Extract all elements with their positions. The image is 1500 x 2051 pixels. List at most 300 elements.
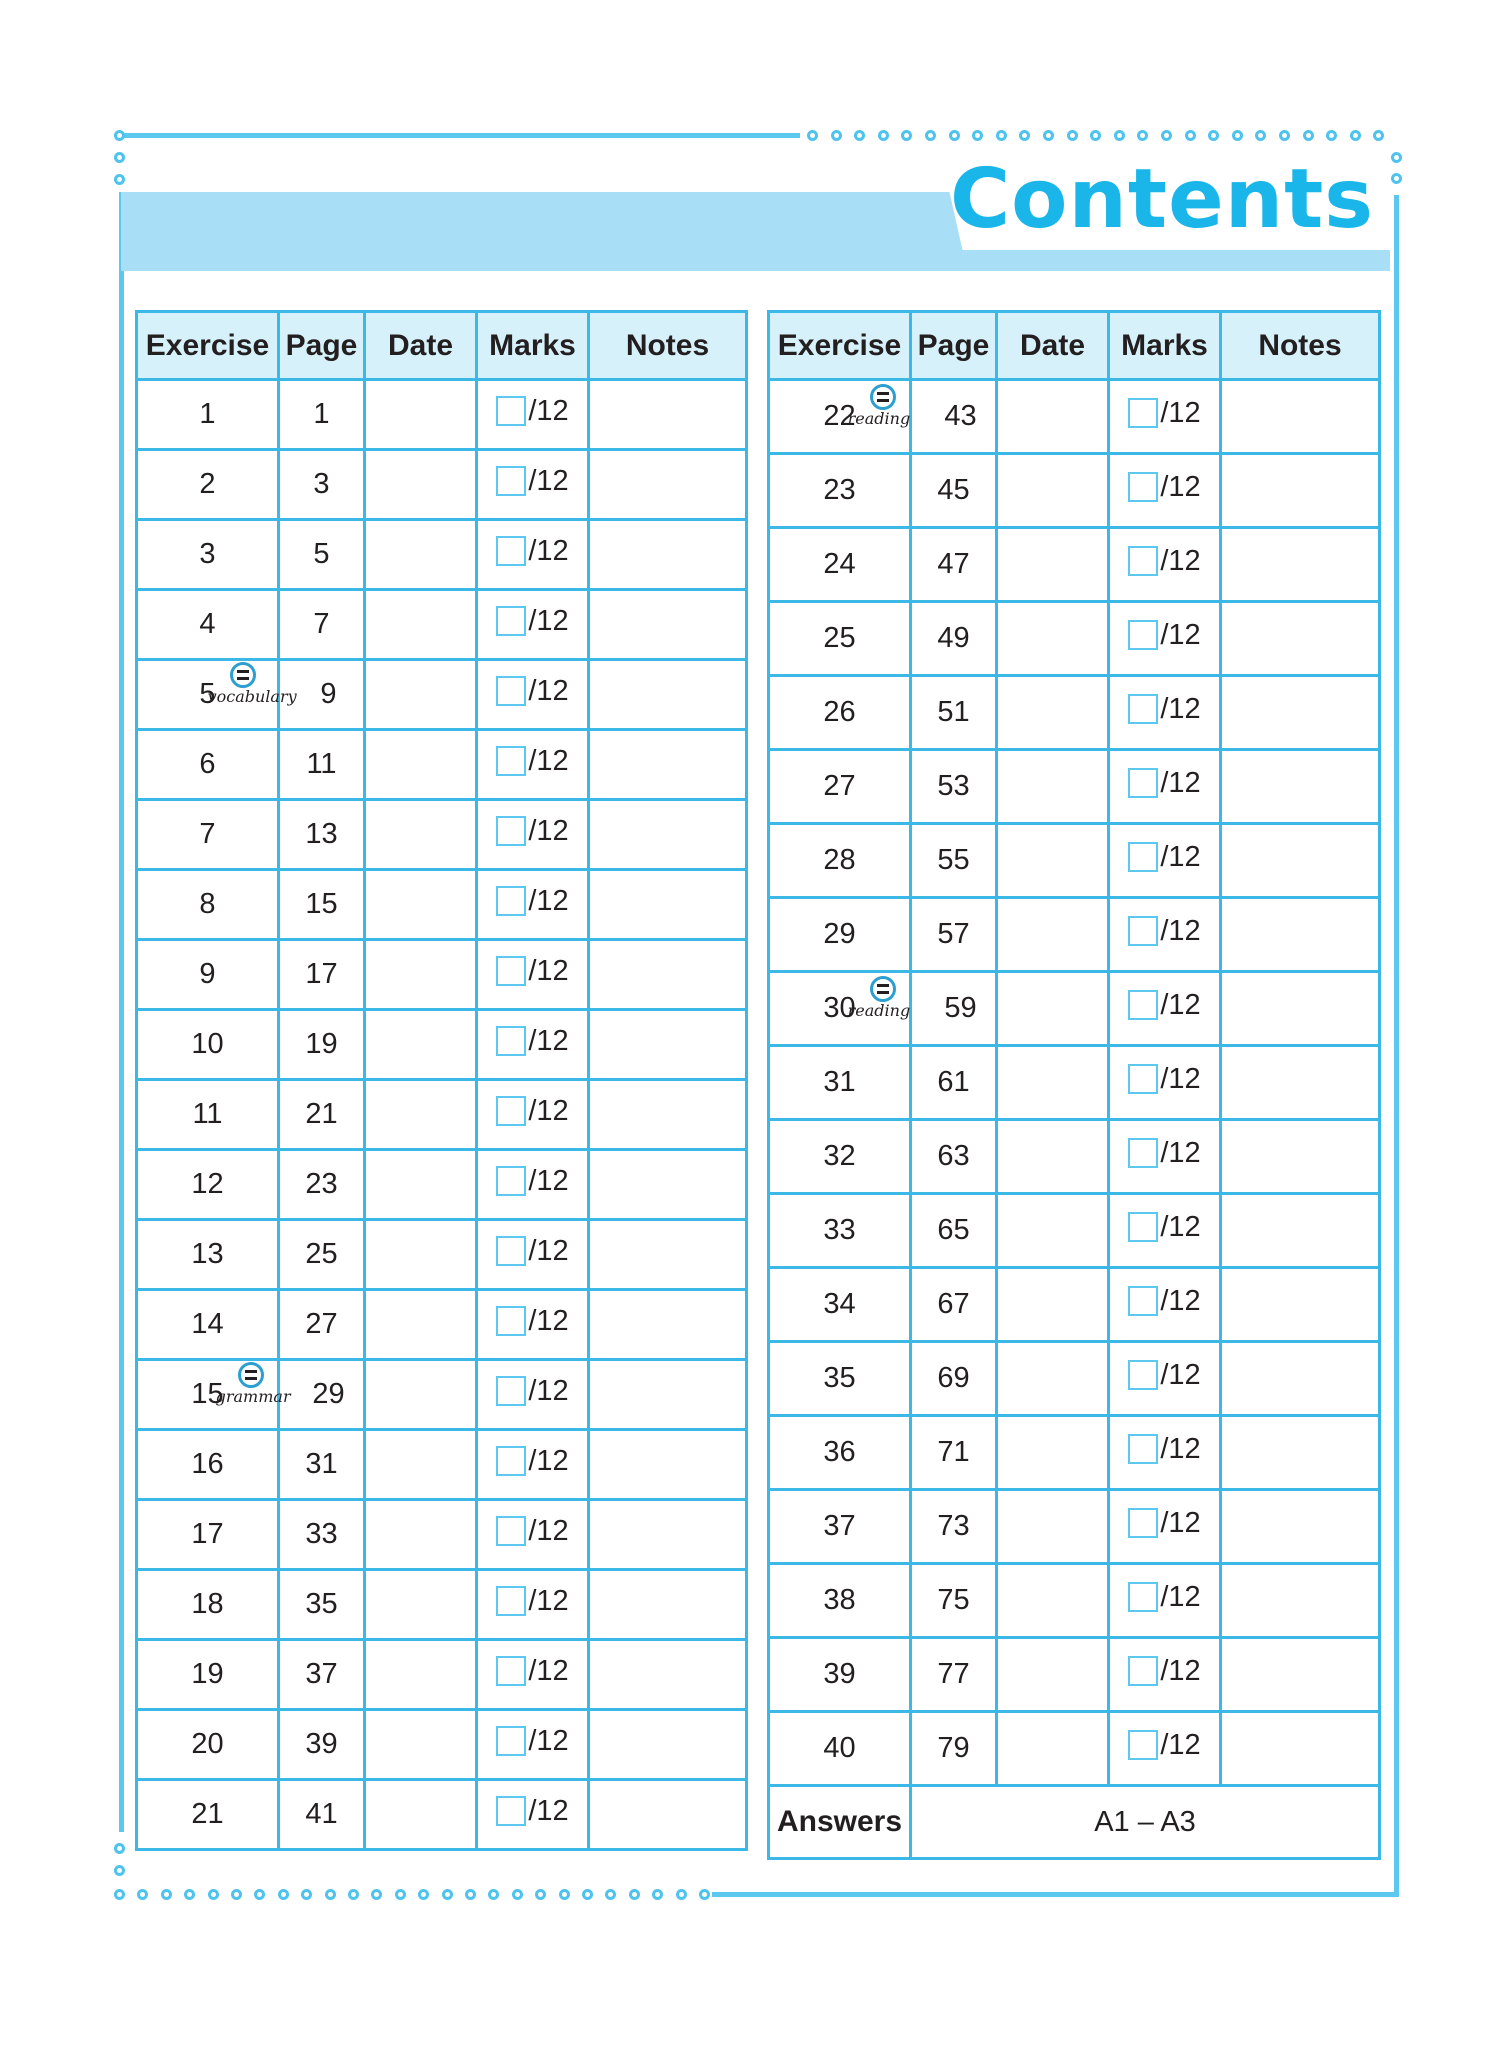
- marks-field: [496, 1585, 568, 1618]
- notes-cell[interactable]: [589, 1220, 747, 1290]
- page-cell: 1: [279, 380, 365, 450]
- page-cell: 39: [279, 1710, 365, 1780]
- score-box[interactable]: [496, 886, 526, 916]
- page-cell: 31: [279, 1430, 365, 1500]
- marks-field: [496, 395, 568, 428]
- marks-field: [1128, 1581, 1200, 1614]
- date-cell[interactable]: [365, 870, 477, 940]
- score-box[interactable]: [1128, 1656, 1158, 1686]
- header-notes: Notes: [1221, 312, 1380, 380]
- score-total: /12: [1160, 1728, 1201, 1761]
- score-box[interactable]: [496, 746, 526, 776]
- score-box[interactable]: [1128, 1508, 1158, 1538]
- date-cell[interactable]: [365, 1080, 477, 1150]
- page-cell: 69: [911, 1342, 997, 1416]
- frame-dot: [1185, 130, 1196, 141]
- frame-dot: [582, 1889, 593, 1900]
- date-cell[interactable]: [365, 590, 477, 660]
- notes-cell[interactable]: [1221, 898, 1380, 972]
- exercise-number: 7: [199, 818, 216, 850]
- score-box[interactable]: [496, 606, 526, 636]
- notes-cell[interactable]: [1221, 1490, 1380, 1564]
- notes-cell[interactable]: [1221, 528, 1380, 602]
- marks-cell: [477, 800, 589, 870]
- date-cell[interactable]: [997, 1564, 1109, 1638]
- exercise-cell: [769, 1342, 911, 1416]
- table-row: [137, 1710, 747, 1780]
- marks-field: [496, 1515, 568, 1548]
- frame-bottom-line: [712, 1892, 1399, 1897]
- notes-cell[interactable]: [589, 800, 747, 870]
- skill-badge: [207, 662, 297, 710]
- marks-cell: [477, 380, 589, 450]
- marks-field: [1128, 693, 1200, 726]
- notes-cell[interactable]: [589, 1500, 747, 1570]
- score-box[interactable]: [1128, 620, 1158, 650]
- frame-dot: [114, 1889, 125, 1900]
- date-cell[interactable]: [365, 940, 477, 1010]
- score-total: /12: [1160, 1506, 1201, 1539]
- score-total: /12: [528, 814, 569, 847]
- score-total: /12: [528, 1164, 569, 1197]
- skill-label: vocabulary: [207, 687, 297, 706]
- notes-cell[interactable]: [589, 1710, 747, 1780]
- notes-cell[interactable]: [1221, 1712, 1380, 1786]
- score-box[interactable]: [1128, 1064, 1158, 1094]
- marks-cell: [1109, 1046, 1221, 1120]
- notes-cell[interactable]: [589, 380, 747, 450]
- page-cell: 79: [911, 1712, 997, 1786]
- score-total: /12: [528, 1654, 569, 1687]
- notes-cell[interactable]: [589, 730, 747, 800]
- exercise-number: 36: [823, 1436, 856, 1468]
- date-cell[interactable]: [365, 380, 477, 450]
- exercise-number: 37: [823, 1510, 856, 1542]
- exercise-cell: [769, 1268, 911, 1342]
- table-row: [769, 1194, 1380, 1268]
- table-row: [769, 1564, 1380, 1638]
- exercise-number: 3: [199, 538, 216, 570]
- notes-cell[interactable]: [589, 1010, 747, 1080]
- score-box[interactable]: [1128, 1138, 1158, 1168]
- page-cell: 59: [911, 972, 997, 1046]
- frame-dot: [1043, 130, 1054, 141]
- book-icon: [230, 662, 256, 688]
- marks-field: [1128, 1729, 1200, 1762]
- exercise-number: 34: [823, 1288, 856, 1320]
- date-cell[interactable]: [997, 972, 1109, 1046]
- frame-dot: [465, 1889, 476, 1900]
- frame-dot: [854, 130, 865, 141]
- score-total: /12: [528, 1444, 569, 1477]
- notes-cell[interactable]: [589, 450, 747, 520]
- score-box[interactable]: [496, 956, 526, 986]
- table-row: [137, 1570, 747, 1640]
- page-cell: 27: [279, 1290, 365, 1360]
- table-row: [769, 1490, 1380, 1564]
- date-cell[interactable]: [365, 1010, 477, 1080]
- date-cell[interactable]: [997, 602, 1109, 676]
- frame-dot: [395, 1889, 406, 1900]
- marks-field: [496, 1095, 568, 1128]
- table-row: [137, 520, 747, 590]
- date-cell[interactable]: [997, 1194, 1109, 1268]
- exercise-number: 39: [823, 1658, 856, 1690]
- date-cell[interactable]: [997, 528, 1109, 602]
- score-box[interactable]: [496, 1166, 526, 1196]
- notes-cell[interactable]: [589, 1080, 747, 1150]
- page-cell: 57: [911, 898, 997, 972]
- page-cell: 21: [279, 1080, 365, 1150]
- notes-cell[interactable]: [589, 1780, 747, 1850]
- marks-cell: [1109, 1564, 1221, 1638]
- score-total: /12: [1160, 396, 1201, 429]
- marks-field: [1128, 1285, 1200, 1318]
- frame-top-line: [124, 133, 800, 138]
- score-box[interactable]: [496, 1236, 526, 1266]
- exercise-number: 24: [823, 548, 856, 580]
- score-box[interactable]: [1128, 694, 1158, 724]
- marks-cell: [1109, 380, 1221, 454]
- score-total: /12: [1160, 1136, 1201, 1169]
- score-box[interactable]: [1128, 1434, 1158, 1464]
- marks-cell: [477, 1500, 589, 1570]
- notes-cell[interactable]: [1221, 454, 1380, 528]
- skill-label: reading: [847, 1001, 911, 1020]
- date-cell[interactable]: [997, 1268, 1109, 1342]
- exercise-cell: [769, 1120, 911, 1194]
- score-box[interactable]: [1128, 1730, 1158, 1760]
- table-row: [137, 730, 747, 800]
- score-box[interactable]: [496, 1026, 526, 1056]
- exercise-number: 40: [823, 1732, 856, 1764]
- notes-cell[interactable]: [589, 520, 747, 590]
- frame-dot: [1019, 130, 1030, 141]
- exercise-number: 2: [199, 468, 216, 500]
- notes-cell[interactable]: [1221, 676, 1380, 750]
- marks-cell: [1109, 1416, 1221, 1490]
- notes-cell[interactable]: [1221, 602, 1380, 676]
- book-icon: [870, 384, 896, 410]
- exercise-cell: [137, 590, 279, 660]
- score-total: /12: [528, 394, 569, 427]
- score-total: /12: [1160, 470, 1201, 503]
- notes-cell[interactable]: [589, 1360, 747, 1430]
- frame-dot: [901, 130, 912, 141]
- notes-cell[interactable]: [1221, 1638, 1380, 1712]
- frame-dot: [184, 1889, 195, 1900]
- marks-cell: [477, 1710, 589, 1780]
- frame-dot: [231, 1889, 242, 1900]
- date-cell[interactable]: [365, 450, 477, 520]
- table-row: [769, 454, 1380, 528]
- marks-cell: [1109, 972, 1221, 1046]
- date-cell[interactable]: [365, 1220, 477, 1290]
- date-cell[interactable]: [365, 520, 477, 590]
- marks-cell: [477, 940, 589, 1010]
- score-box[interactable]: [1128, 1286, 1158, 1316]
- exercise-cell: [769, 380, 911, 454]
- exercise-number: 6: [199, 748, 216, 780]
- marks-field: [1128, 1063, 1200, 1096]
- score-box[interactable]: [1128, 1582, 1158, 1612]
- exercise-cell: [769, 1638, 911, 1712]
- page-cell: 17: [279, 940, 365, 1010]
- exercise-number: 27: [823, 770, 856, 802]
- marks-field: [496, 1445, 568, 1478]
- date-cell[interactable]: [997, 1120, 1109, 1194]
- score-box[interactable]: [496, 816, 526, 846]
- exercise-number: 22: [823, 400, 856, 432]
- exercise-number: 9: [199, 958, 216, 990]
- date-cell[interactable]: [997, 898, 1109, 972]
- notes-cell[interactable]: [589, 940, 747, 1010]
- date-cell[interactable]: [997, 1046, 1109, 1120]
- date-cell[interactable]: [365, 1640, 477, 1710]
- exercise-cell: [137, 1430, 279, 1500]
- marks-cell: [477, 1080, 589, 1150]
- date-cell[interactable]: [365, 1360, 477, 1430]
- marks-cell: [1109, 1712, 1221, 1786]
- date-cell[interactable]: [997, 380, 1109, 454]
- page-cell: 45: [911, 454, 997, 528]
- exercise-number: 16: [191, 1448, 224, 1480]
- notes-cell[interactable]: [1221, 750, 1380, 824]
- exercise-number: 19: [191, 1658, 224, 1690]
- notes-cell[interactable]: [589, 1290, 747, 1360]
- exercise-cell: [137, 1570, 279, 1640]
- score-box[interactable]: [1128, 1212, 1158, 1242]
- notes-cell[interactable]: [1221, 824, 1380, 898]
- date-cell[interactable]: [997, 1712, 1109, 1786]
- date-cell[interactable]: [997, 676, 1109, 750]
- score-box[interactable]: [496, 1726, 526, 1756]
- notes-cell[interactable]: [1221, 1194, 1380, 1268]
- marks-cell: [1109, 750, 1221, 824]
- exercise-cell: [769, 750, 911, 824]
- marks-cell: [477, 1150, 589, 1220]
- notes-cell[interactable]: [1221, 1342, 1380, 1416]
- score-total: /12: [528, 1094, 569, 1127]
- score-box[interactable]: [1128, 842, 1158, 872]
- score-box[interactable]: [1128, 990, 1158, 1020]
- frame-dot: [1391, 173, 1402, 184]
- score-box[interactable]: [496, 1656, 526, 1686]
- score-box[interactable]: [1128, 472, 1158, 502]
- marks-field: [1128, 1655, 1200, 1688]
- exercise-number: 28: [823, 844, 856, 876]
- score-total: /12: [528, 1024, 569, 1057]
- score-box[interactable]: [1128, 398, 1158, 428]
- score-box[interactable]: [496, 676, 526, 706]
- score-box[interactable]: [496, 1586, 526, 1616]
- marks-cell: [1109, 676, 1221, 750]
- date-cell[interactable]: [365, 1570, 477, 1640]
- marks-cell: [477, 1010, 589, 1080]
- marks-field: [496, 885, 568, 918]
- notes-cell[interactable]: [589, 1150, 747, 1220]
- exercise-cell: [137, 1780, 279, 1850]
- score-box[interactable]: [1128, 546, 1158, 576]
- notes-cell[interactable]: [1221, 1120, 1380, 1194]
- frame-dot: [878, 130, 889, 141]
- frame-dot: [1090, 130, 1101, 141]
- date-cell[interactable]: [997, 824, 1109, 898]
- notes-cell[interactable]: [1221, 1046, 1380, 1120]
- date-cell[interactable]: [365, 1780, 477, 1850]
- notes-cell[interactable]: [1221, 1564, 1380, 1638]
- frame-dot: [1161, 130, 1172, 141]
- notes-cell[interactable]: [1221, 1268, 1380, 1342]
- date-cell[interactable]: [365, 1150, 477, 1220]
- answers-pages: A1 – A3: [911, 1786, 1380, 1859]
- marks-cell: [1109, 1120, 1221, 1194]
- date-cell[interactable]: [997, 750, 1109, 824]
- page-cell: 11: [279, 730, 365, 800]
- header-exercise: Exercise: [137, 312, 279, 380]
- skill-badge: [847, 384, 911, 432]
- page-cell: 29: [279, 1360, 365, 1430]
- marks-cell: [477, 450, 589, 520]
- notes-cell[interactable]: [589, 870, 747, 940]
- date-cell[interactable]: [365, 1290, 477, 1360]
- score-box[interactable]: [496, 1376, 526, 1406]
- page-cell: 5: [279, 520, 365, 590]
- table-row: [137, 800, 747, 870]
- exercise-number: 35: [823, 1362, 856, 1394]
- frame-dot: [1326, 130, 1337, 141]
- score-box[interactable]: [496, 1306, 526, 1336]
- frame-dot: [1279, 130, 1290, 141]
- exercise-cell: [137, 730, 279, 800]
- notes-cell[interactable]: [589, 590, 747, 660]
- score-total: /12: [528, 1584, 569, 1617]
- notes-cell[interactable]: [589, 1570, 747, 1640]
- table-row: [769, 1416, 1380, 1490]
- page-cell: 9: [279, 660, 365, 730]
- page-cell: 75: [911, 1564, 997, 1638]
- exercise-cell: [137, 1010, 279, 1080]
- score-box[interactable]: [496, 1796, 526, 1826]
- date-cell[interactable]: [365, 730, 477, 800]
- frame-dot: [1232, 130, 1243, 141]
- marks-field: [496, 465, 568, 498]
- table-body-right: [769, 380, 1380, 1786]
- score-box[interactable]: [496, 1096, 526, 1126]
- notes-cell[interactable]: [589, 1640, 747, 1710]
- date-cell[interactable]: [997, 1490, 1109, 1564]
- page-cell: 19: [279, 1010, 365, 1080]
- marks-field: [1128, 1211, 1200, 1244]
- notes-cell[interactable]: [589, 1430, 747, 1500]
- frame-dot: [1373, 130, 1384, 141]
- frame-dot: [488, 1889, 499, 1900]
- score-total: /12: [1160, 1654, 1201, 1687]
- exercise-cell: [769, 1490, 911, 1564]
- score-box[interactable]: [1128, 768, 1158, 798]
- date-cell[interactable]: [997, 1638, 1109, 1712]
- frame-dot: [1067, 130, 1078, 141]
- score-box[interactable]: [1128, 916, 1158, 946]
- page-cell: 51: [911, 676, 997, 750]
- marks-cell: [477, 1640, 589, 1710]
- frame-dot: [371, 1889, 382, 1900]
- table-row: [137, 940, 747, 1010]
- table-row: [137, 380, 747, 450]
- score-box[interactable]: [1128, 1360, 1158, 1390]
- frame-dot: [1303, 130, 1314, 141]
- date-cell[interactable]: [997, 454, 1109, 528]
- marks-field: [1128, 767, 1200, 800]
- frame-dot: [1208, 130, 1219, 141]
- exercise-cell: [769, 676, 911, 750]
- score-total: /12: [1160, 544, 1201, 577]
- table-row: [769, 676, 1380, 750]
- score-total: /12: [528, 744, 569, 777]
- frame-dot: [442, 1889, 453, 1900]
- frame-dot: [652, 1889, 663, 1900]
- table-row: [137, 660, 747, 730]
- book-icon: [238, 1362, 264, 1388]
- table-row: [137, 1430, 747, 1500]
- marks-field: [1128, 1433, 1200, 1466]
- frame-dot: [114, 1843, 125, 1854]
- frame-dot: [278, 1889, 289, 1900]
- page-cell: 55: [911, 824, 997, 898]
- score-total: /12: [1160, 840, 1201, 873]
- exercise-cell: [137, 1640, 279, 1710]
- page-cell: 77: [911, 1638, 997, 1712]
- score-box[interactable]: [496, 1446, 526, 1476]
- page-cell: 63: [911, 1120, 997, 1194]
- date-cell[interactable]: [997, 1416, 1109, 1490]
- table-row: [137, 1640, 747, 1710]
- frame-dot: [559, 1889, 570, 1900]
- notes-cell[interactable]: [1221, 1416, 1380, 1490]
- page-cell: 15: [279, 870, 365, 940]
- page-cell: 47: [911, 528, 997, 602]
- notes-cell[interactable]: [1221, 380, 1380, 454]
- date-cell[interactable]: [365, 1710, 477, 1780]
- date-cell[interactable]: [365, 800, 477, 870]
- score-box[interactable]: [496, 396, 526, 426]
- score-box[interactable]: [496, 1516, 526, 1546]
- marks-field: [1128, 1359, 1200, 1392]
- score-total: /12: [1160, 988, 1201, 1021]
- frame-right-line: [1394, 195, 1399, 1895]
- table-row: [769, 1638, 1380, 1712]
- header-date: Date: [365, 312, 477, 380]
- notes-cell[interactable]: [589, 660, 747, 730]
- frame-dot: [949, 130, 960, 141]
- exercise-number: 18: [191, 1588, 224, 1620]
- table-row: [137, 590, 747, 660]
- notes-cell[interactable]: [1221, 972, 1380, 1046]
- exercise-number: 8: [199, 888, 216, 920]
- score-total: /12: [528, 464, 569, 497]
- score-box[interactable]: [496, 536, 526, 566]
- frame-dot: [972, 130, 983, 141]
- score-box[interactable]: [496, 466, 526, 496]
- table-row: [137, 870, 747, 940]
- date-cell[interactable]: [997, 1342, 1109, 1416]
- marks-field: [1128, 1137, 1200, 1170]
- date-cell[interactable]: [365, 660, 477, 730]
- date-cell[interactable]: [365, 1430, 477, 1500]
- frame-left-line: [119, 192, 124, 1832]
- date-cell[interactable]: [365, 1500, 477, 1570]
- skill-badge: [847, 976, 911, 1024]
